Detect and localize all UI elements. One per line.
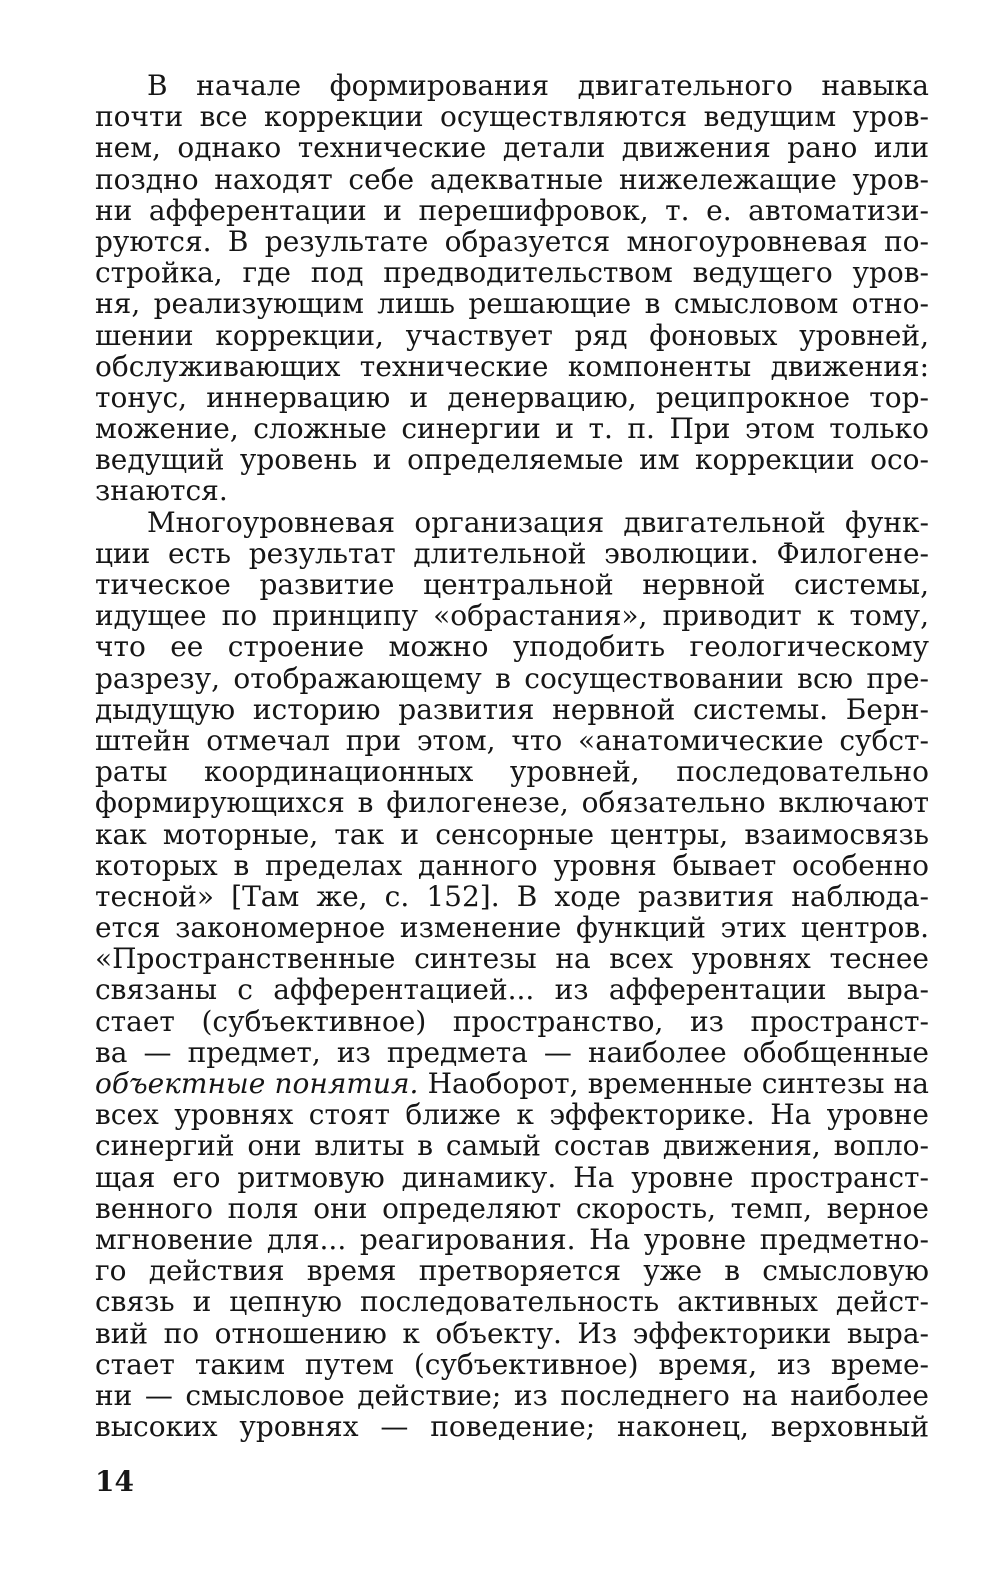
text-line: формирующихся в филогенезе, обязательно включают — [95, 786, 929, 820]
text-line: ции есть результат длительной эволюции. Филогене- — [95, 536, 929, 570]
text-span: Наоборот, временные синтезы на — [418, 1067, 929, 1100]
text-line: стает (субъективное) пространство, из пространст- — [95, 1004, 929, 1038]
text-line: шении коррекции, участвует ряд фоновых уровней, — [95, 318, 929, 352]
text-line: ня, реализующим лишь решающие в смысловом отно- — [95, 287, 929, 321]
text-line: всех уровнях стоят ближе к эффекторике. На уровне — [95, 1098, 929, 1132]
text-line: можение, сложные синергии и т. п. При этом только — [95, 412, 929, 446]
text-line: дыдущую историю развития нервной системы. Берн- — [95, 692, 929, 726]
body-text — [95, 70, 929, 1442]
text-line: что ее строение можно уподобить геологическому — [95, 630, 929, 664]
text-line: связь и цепную последовательность активных дейст- — [95, 1285, 929, 1319]
text-line: ется закономерное изменение функций этих центров. — [95, 911, 929, 945]
text-line: синергий они влиты в самый состав движения, вопло- — [95, 1129, 929, 1163]
text-line: нем, однако технические детали движения рано или — [95, 131, 929, 165]
text-line: мгновение для... реагирования. На уровне предметно- — [95, 1222, 929, 1256]
text-line: ни афферентации и перешифровок, т. е. автоматизи- — [95, 193, 929, 227]
text-line: стает таким путем (субъективное) время, из време- — [95, 1347, 929, 1381]
text-line: руются. В результате образуется многоуровневая по- — [95, 224, 929, 258]
text-line: ни — смысловое действие; из последнего на наиболее — [95, 1378, 929, 1412]
text-line: тесной» [Там же, с. 152]. В ходе развития наблюда- — [95, 879, 929, 913]
text-line: раты координационных уровней, последовательно — [95, 755, 929, 789]
text-line: знаются. — [95, 474, 228, 508]
text-line: штейн отмечал при этом, что «анатомические субст- — [95, 723, 929, 757]
text-line: тонус, иннервацию и денервацию, реципрокное тор- — [95, 380, 929, 414]
text-line: связаны с афферентацией... из афферентации выра- — [95, 973, 929, 1007]
text-line: высоких уровнях — поведение; наконец, верховный — [95, 1410, 929, 1444]
text-line: В начале формирования двигательного навыка — [147, 69, 929, 102]
text-line: разрезу, отображающему в сосуществовании всю пре- — [95, 661, 929, 695]
text-line: почти все коррекции осуществляются ведущим уров- — [95, 100, 929, 134]
text-line: которых в пределах данного уровня бывает особенно — [95, 848, 929, 882]
text-line: щая его ритмовую динамику. На уровне пространст- — [95, 1160, 929, 1194]
text-line: стройка, где под предводительством ведущего уров- — [95, 256, 929, 290]
text-line: как моторные, так и сенсорные центры, взаимосвязь — [95, 817, 929, 851]
text-line: венного поля они определяют скорость, темп, верное — [95, 1191, 929, 1225]
text-line: поздно находят себе адекватные нижележащие уров- — [95, 162, 929, 196]
text-line: идущее по принципу «обрастания», приводит к тому, — [95, 599, 929, 633]
text-line: вий по отношению к объекту. Из эффекторики выра- — [95, 1316, 929, 1350]
page-number: 14 — [95, 1465, 134, 1498]
text-line: «Пространственные синтезы на всех уровнях теснее — [95, 942, 929, 976]
text-line-with-italic — [95, 1068, 929, 1099]
text-line: ва — предмет, из предмета — наиболее обобщенные — [95, 1035, 929, 1069]
text-line: го действия время претворяется уже в смысловую — [95, 1254, 929, 1288]
text-line: тическое развитие центральной нервной системы, — [95, 568, 929, 601]
text-line: Многоуровневая организация двигательной функ- — [147, 505, 929, 539]
italic-term: объектные понятия. — [95, 1067, 419, 1100]
text-line: обслуживающих технические компоненты движения: — [95, 349, 929, 383]
text-line: ведущий уровень и определяемые им коррекции осо- — [95, 443, 929, 477]
